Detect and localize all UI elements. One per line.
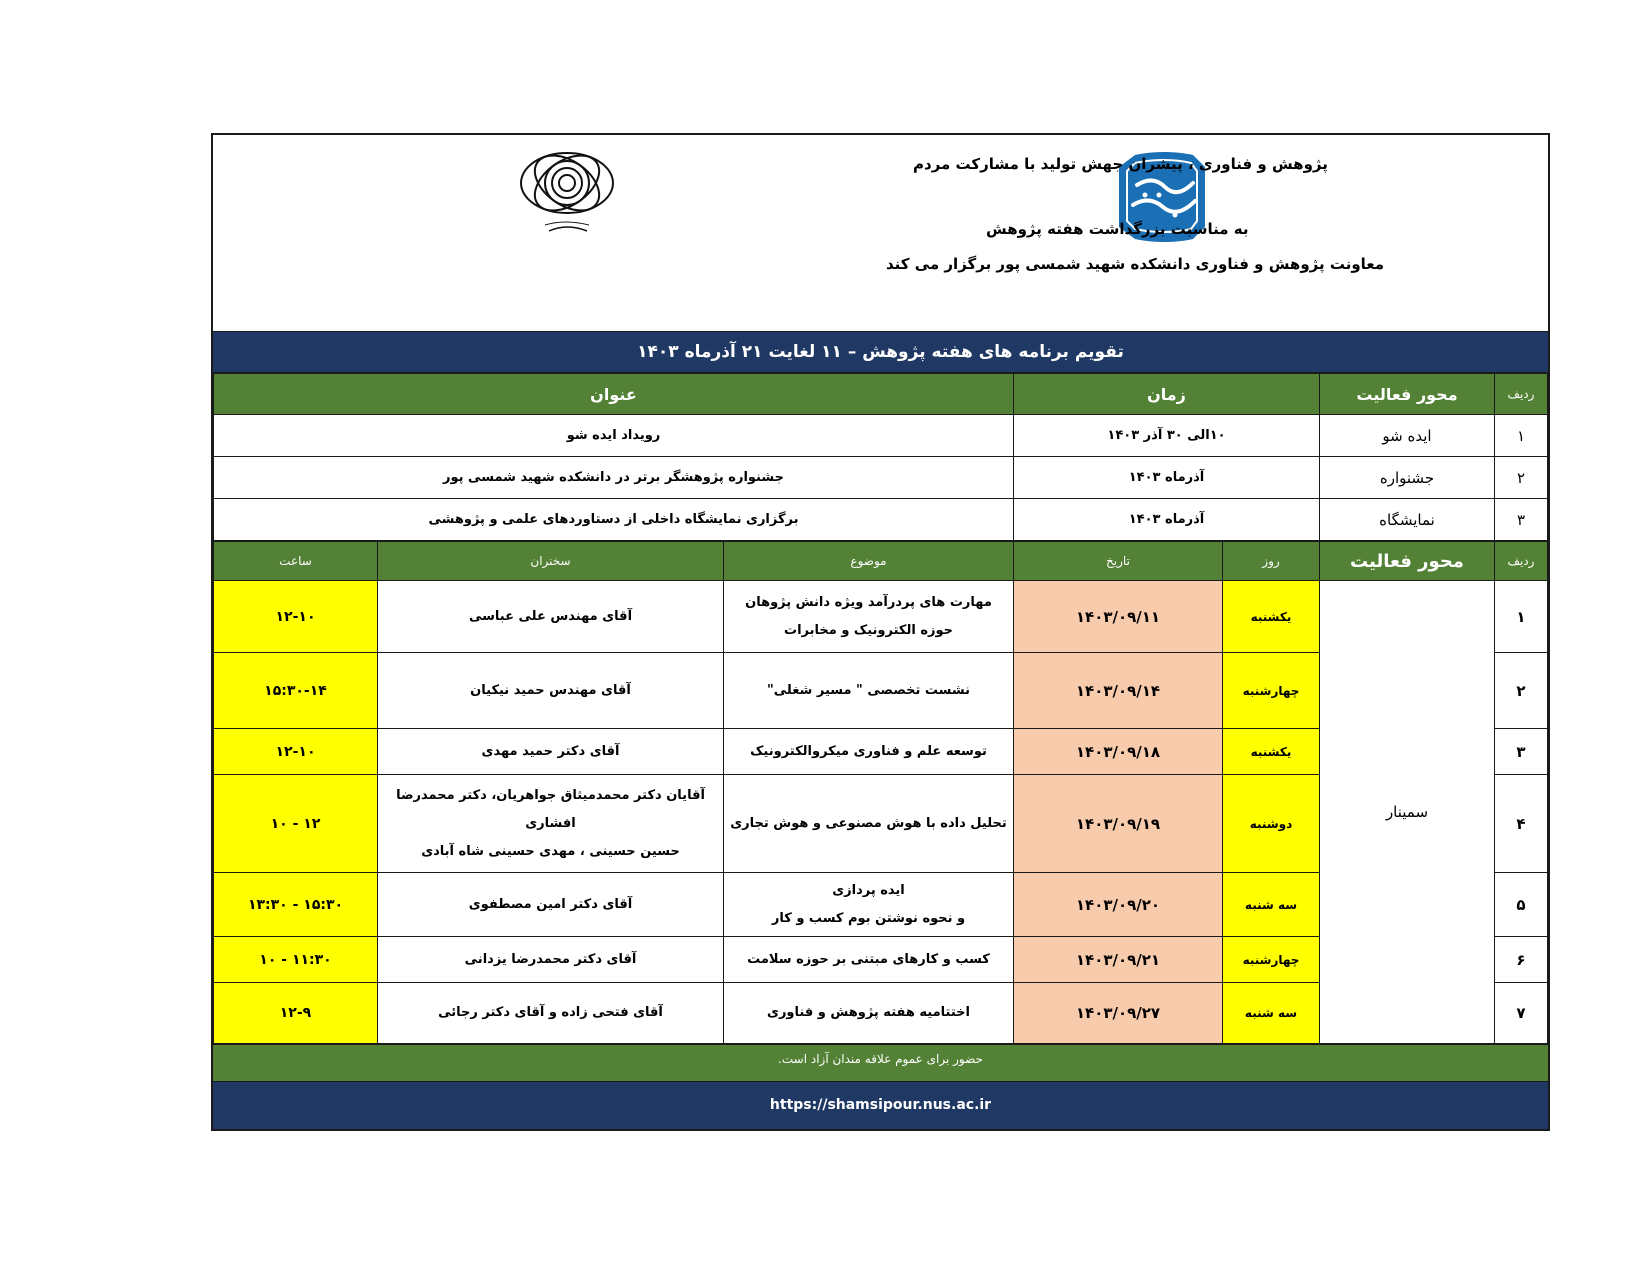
- date-cell: ۱۴۰۳/۰۹/۲۷: [1014, 983, 1223, 1044]
- schedule-title: تقویم برنامه های هفته پژوهش – ۱۱ لغایت ۲۱ آذرماه ۱۴۰۳: [213, 332, 1548, 373]
- topic-cell: اختتامیه هفته پژوهش و فناوری: [724, 983, 1014, 1044]
- topic-cell: تحلیل داده با هوش مصنوعی و هوش تجاری: [724, 775, 1014, 873]
- speakers-cell: آقای مهندس علی عباسی: [378, 581, 724, 653]
- row-number-header: ردیف: [1495, 542, 1548, 581]
- speakers-cell: آقای دکتر محمدرضا یزدانی: [378, 937, 724, 983]
- row-number-header: ردیف: [1495, 374, 1548, 415]
- row-number: ۳: [1495, 499, 1548, 541]
- activity-axis: نمایشگاه: [1320, 499, 1495, 541]
- speakers-cell: آقای دکتر امین مصطفوی: [378, 873, 724, 937]
- topic-header: موضوع: [724, 542, 1014, 581]
- occasion-text: به مناسبت بزرگداشت هفته پژوهش: [986, 220, 1249, 238]
- activity-axis: ایده شو: [1320, 415, 1495, 457]
- title-header: عنوان: [214, 374, 1014, 415]
- activity-axis: سمینار: [1320, 581, 1495, 1044]
- hour-cell: ۱۲-۹: [214, 983, 378, 1044]
- event-title: رویداد ایده شو: [214, 415, 1014, 457]
- date-header: تاریخ: [1014, 542, 1223, 581]
- topic-line: حوزه الکترونیک و مخابرات: [784, 622, 953, 638]
- schedule-document: [211, 133, 1550, 1131]
- slogan-text: پژوهش و فناوری ، پیشران جهش تولید با مشارکت مردم: [913, 155, 1328, 173]
- day-cell: سه شنبه: [1223, 983, 1320, 1044]
- speakers-line: آقایان دکتر محمدمیثاق جواهریان، دکتر محمدرضا افشاری: [396, 787, 705, 831]
- speakers-cell: آقای فتحی زاده و آقای دکتر رجائی: [378, 983, 724, 1044]
- row-number: ۶: [1495, 937, 1548, 983]
- day-cell: چهارشنبه: [1223, 653, 1320, 729]
- topic-cell: توسعه علم و فناوری میکروالکترونیک: [724, 729, 1014, 775]
- table-row: [214, 415, 1548, 457]
- activity-axis: جشنواره: [1320, 457, 1495, 499]
- topic-cell: [724, 581, 1014, 653]
- topic-line: و نحوه نوشتن بوم کسب و کار: [771, 910, 966, 926]
- activity-axis-header: محور فعالیت: [1320, 374, 1495, 415]
- date-cell: ۱۴۰۳/۰۹/۱۸: [1014, 729, 1223, 775]
- row-number: ۲: [1495, 653, 1548, 729]
- event-title: جشنواره پژوهشگر برتر در دانشکده شهید شمسی پور: [214, 457, 1014, 499]
- day-cell: سه شنبه: [1223, 873, 1320, 937]
- hour-cell: ۱۲ - ۱۰: [214, 775, 378, 873]
- topic-cell: کسب و کارهای مبتنی بر حوزه سلامت: [724, 937, 1014, 983]
- topic-line: مهارت های پردرآمد ویژه دانش پژوهان: [745, 594, 992, 610]
- speakers-line: حسین حسینی ، مهدی حسینی شاه آبادی: [421, 843, 680, 859]
- date-cell: ۱۴۰۳/۰۹/۱۴: [1014, 653, 1223, 729]
- event-title: برگزاری نمایشگاه داخلی از دستاوردهای علمی و پژوهشی: [214, 499, 1014, 541]
- speakers-header: سخنران: [378, 542, 724, 581]
- organizer-text: معاونت پژوهش و فناوری دانشکده شهید شمسی پور برگزار می کند: [886, 255, 1385, 273]
- date-cell: ۱۴۰۳/۰۹/۱۱: [1014, 581, 1223, 653]
- row-number: ۲: [1495, 457, 1548, 499]
- speakers-cell: آقای دکتر حمید مهدی: [378, 729, 724, 775]
- day-cell: چهارشنبه: [1223, 937, 1320, 983]
- date-cell: ۱۴۰۳/۰۹/۲۱: [1014, 937, 1223, 983]
- topic-cell: [724, 873, 1014, 937]
- seminar-table: [213, 541, 1548, 1044]
- hour-header: ساعت: [214, 542, 378, 581]
- day-header: روز: [1223, 542, 1320, 581]
- table-row: [214, 581, 1548, 653]
- row-number: ۳: [1495, 729, 1548, 775]
- hour-cell: ۱۲-۱۰: [214, 729, 378, 775]
- row-number: ۵: [1495, 873, 1548, 937]
- topic-cell: نشست تخصصی " مسیر شغلی": [724, 653, 1014, 729]
- events-table: [213, 373, 1548, 541]
- topic-line: ایده پردازی: [832, 882, 905, 898]
- time-header: زمان: [1014, 374, 1320, 415]
- day-cell: یکشنبه: [1223, 581, 1320, 653]
- date-cell: ۱۴۰۳/۰۹/۲۰: [1014, 873, 1223, 937]
- hour-cell: ۱۲-۱۰: [214, 581, 378, 653]
- hour-cell: ۱۵:۳۰-۱۴: [214, 653, 378, 729]
- hour-cell: ۱۵:۳۰ - ۱۳:۳۰: [214, 873, 378, 937]
- attendance-note: حضور برای عموم علاقه مندان آزاد است.: [213, 1044, 1548, 1081]
- document-header: [213, 135, 1548, 332]
- event-time: ۱۰الی ۳۰ آذر ۱۴۰۳: [1014, 415, 1320, 457]
- hour-cell: ۱۱:۳۰ - ۱۰: [214, 937, 378, 983]
- website-link[interactable]: https://shamsipour.nus.ac.ir: [213, 1081, 1548, 1129]
- activity-axis-header: محور فعالیت: [1320, 542, 1495, 581]
- table-row: [214, 457, 1548, 499]
- speakers-cell: [378, 775, 724, 873]
- day-cell: یکشنبه: [1223, 729, 1320, 775]
- row-number: ۷: [1495, 983, 1548, 1044]
- event-time: آذرماه ۱۴۰۳: [1014, 457, 1320, 499]
- row-number: ۴: [1495, 775, 1548, 873]
- speakers-cell: آقای مهندس حمید نیکیان: [378, 653, 724, 729]
- seminar-header-row: [214, 542, 1548, 581]
- shamsipour-faculty-logo: [515, 141, 619, 241]
- row-number: ۱: [1495, 415, 1548, 457]
- event-time: آذرماه ۱۴۰۳: [1014, 499, 1320, 541]
- row-number: ۱: [1495, 581, 1548, 653]
- table-row: [214, 499, 1548, 541]
- date-cell: ۱۴۰۳/۰۹/۱۹: [1014, 775, 1223, 873]
- events-header-row: [214, 374, 1548, 415]
- day-cell: دوشنبه: [1223, 775, 1320, 873]
